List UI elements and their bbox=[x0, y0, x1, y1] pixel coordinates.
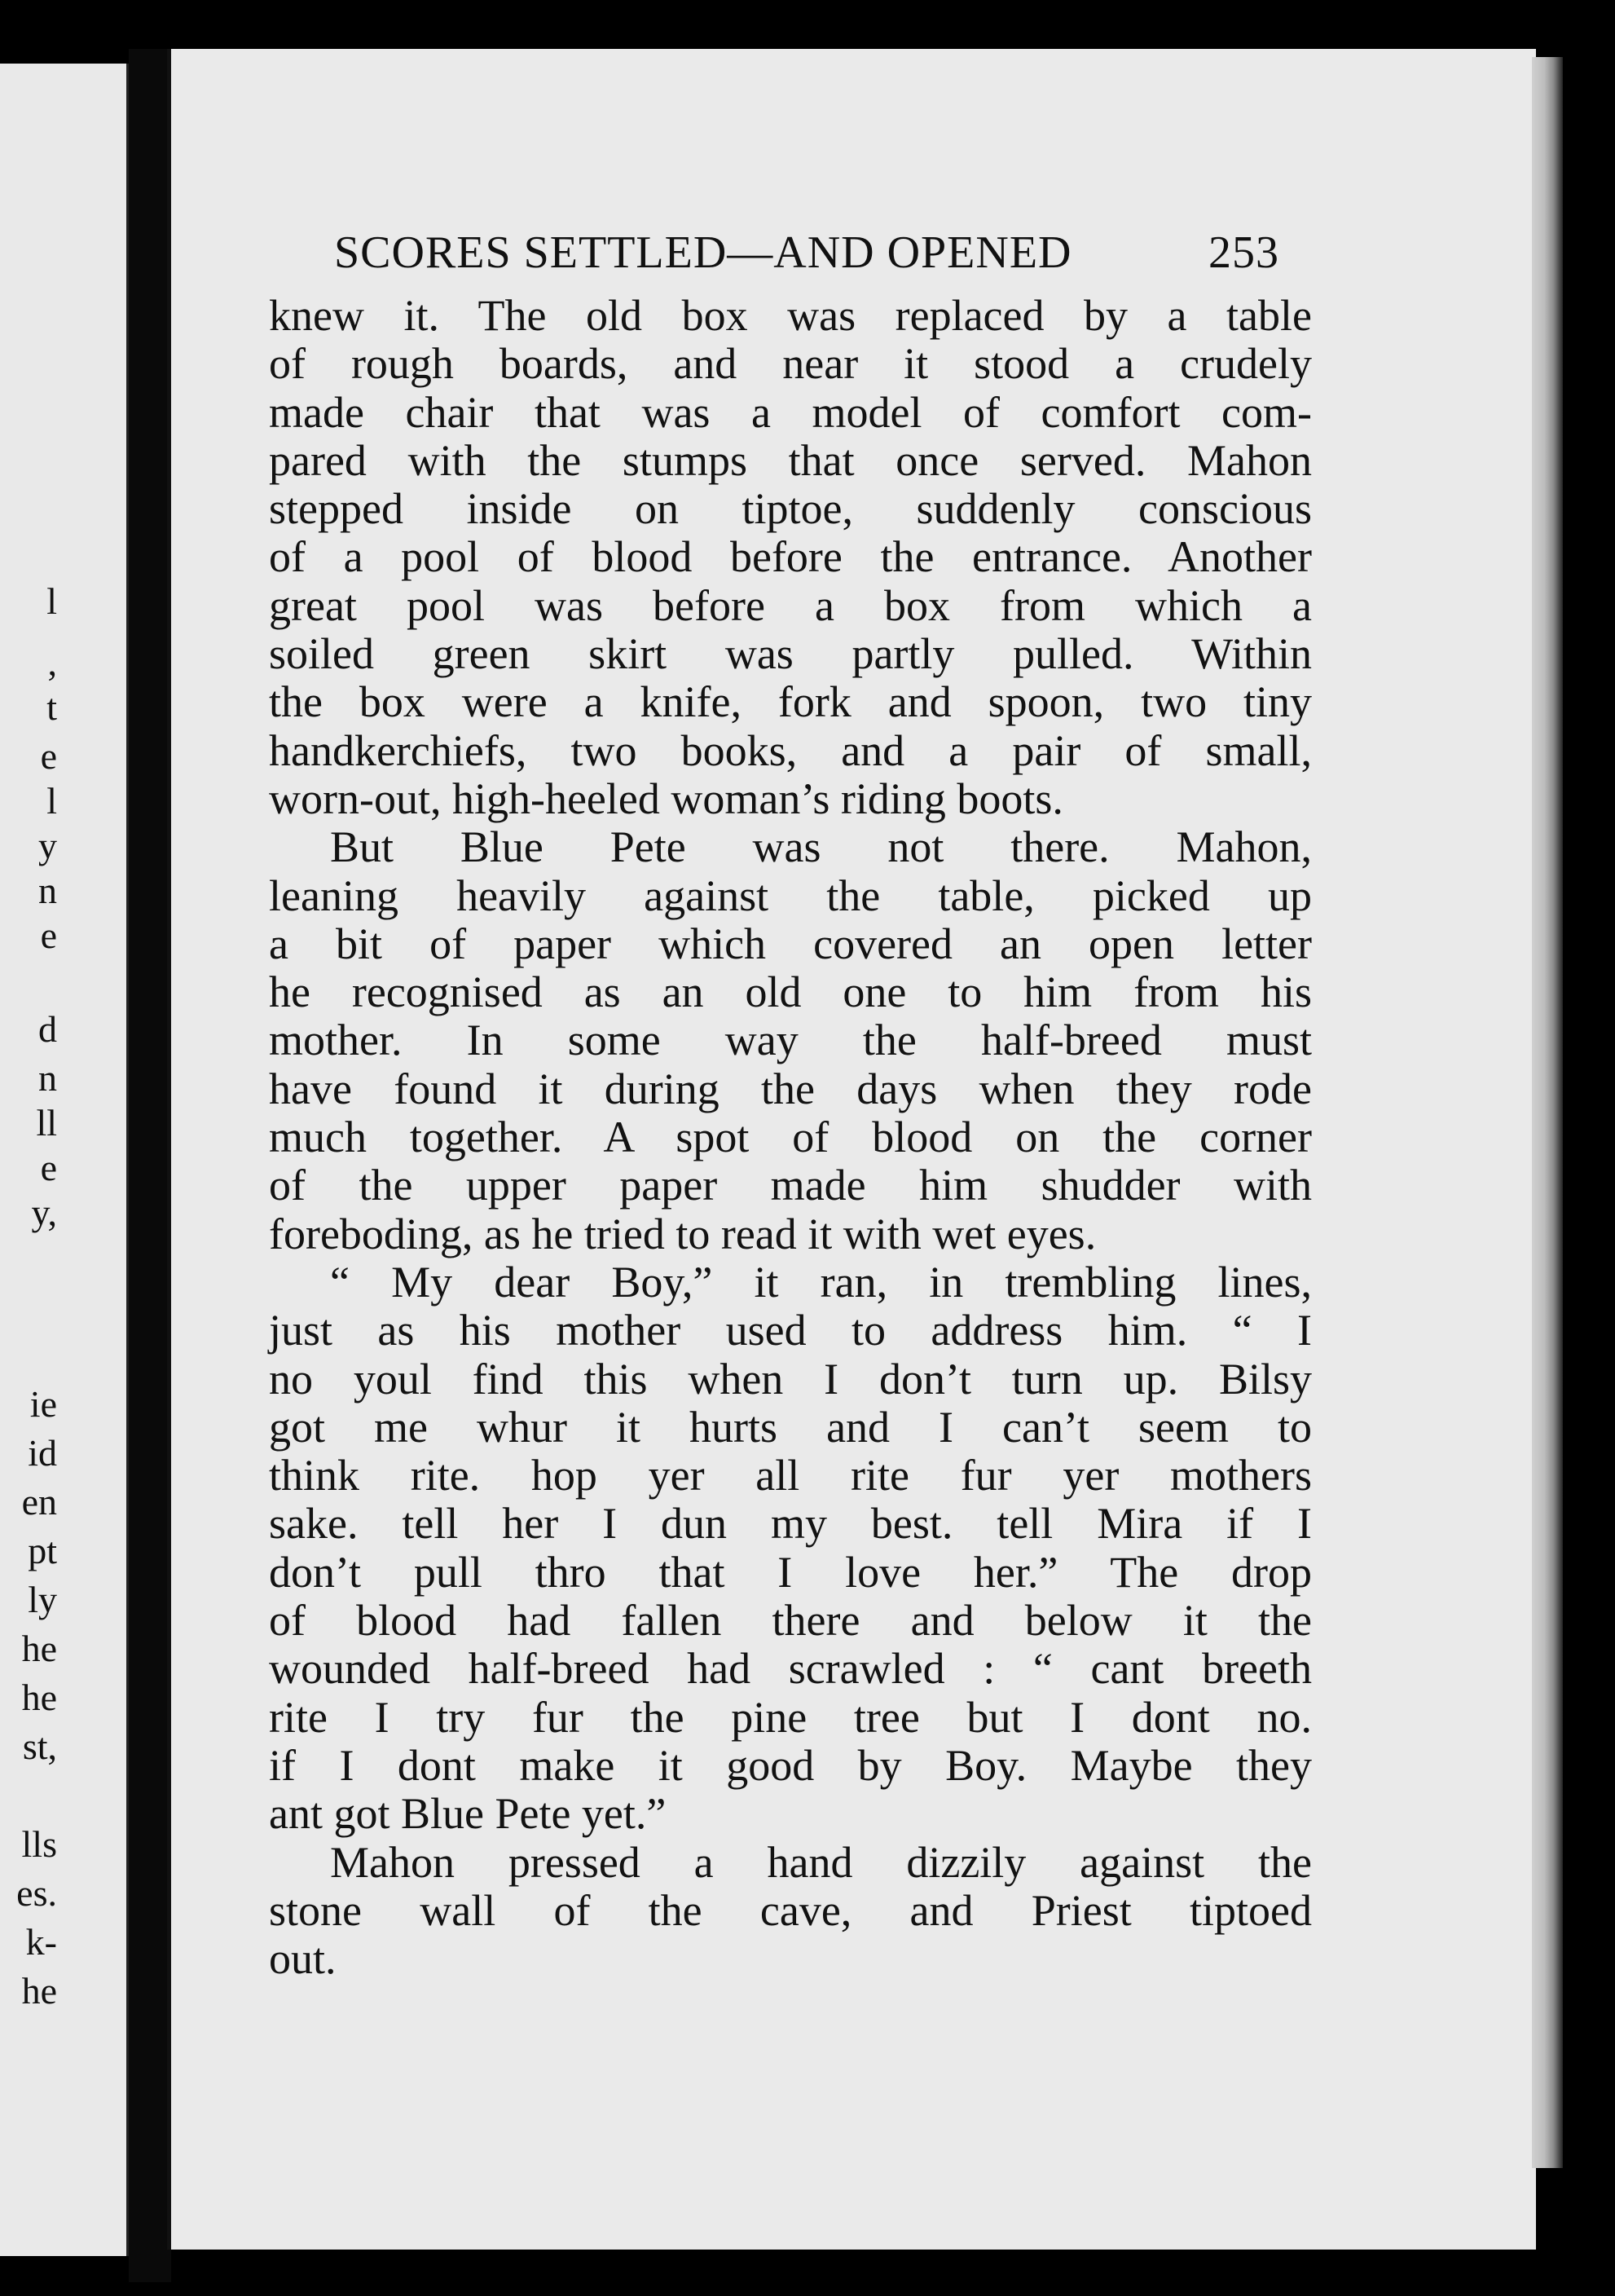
text-line: But Blue Pete was not there. Mahon, bbox=[330, 822, 1312, 872]
text-line: got me whur it hurts and I can’t seem to bbox=[269, 1402, 1312, 1452]
left-page-fragment: n bbox=[38, 870, 57, 911]
left-page-fragment: , bbox=[47, 641, 57, 683]
page-number: 253 bbox=[1208, 227, 1279, 278]
text-line: great pool was before a box from which a bbox=[269, 580, 1312, 630]
adjacent-left-page bbox=[0, 64, 129, 2256]
page-edge-shadow bbox=[1532, 57, 1563, 2168]
left-page-fragment: en bbox=[21, 1481, 57, 1523]
left-page-fragment: he bbox=[21, 1970, 57, 2012]
text-line: the box were a knife, fork and spoon, two tiny bbox=[269, 677, 1312, 727]
text-line: rite I try fur the pine tree but I dont no. bbox=[269, 1692, 1312, 1742]
left-page-fragment: id bbox=[28, 1432, 57, 1474]
text-line: knew it. The old box was replaced by a table bbox=[269, 291, 1312, 340]
left-page-fragment: l bbox=[46, 580, 57, 622]
left-page-fragment: t bbox=[46, 686, 57, 728]
left-page-fragment: e bbox=[40, 914, 57, 956]
text-line: leaning heavily against the table, picked up bbox=[269, 870, 1312, 920]
page-gutter bbox=[129, 49, 171, 2282]
left-page-fragment: st, bbox=[22, 1725, 57, 1767]
text-line: worn-out, high-heeled woman’s riding boots. bbox=[269, 773, 1063, 823]
text-line: Mahon pressed a hand dizzily against the bbox=[330, 1837, 1312, 1887]
text-line: of rough boards, and near it stood a crudely bbox=[269, 339, 1312, 389]
text-line: of the upper paper made him shudder with bbox=[269, 1161, 1312, 1210]
left-page-fragment: d bbox=[38, 1008, 57, 1050]
left-page-fragment: e bbox=[40, 735, 57, 777]
left-page-fragment: y bbox=[38, 825, 57, 866]
text-line: wounded half-breed had scrawled : “ cant breeth bbox=[269, 1644, 1312, 1694]
left-page-fragment: lls bbox=[21, 1823, 57, 1865]
text-line: just as his mother used to address him. “ I bbox=[269, 1306, 1312, 1355]
text-line: “ My dear Boy,” it ran, in trembling lines, bbox=[330, 1257, 1312, 1307]
text-line: he recognised as an old one to him from his bbox=[269, 967, 1312, 1017]
left-page-fragment: he bbox=[21, 1628, 57, 1669]
text-line: of a pool of blood before the entrance. Another bbox=[269, 532, 1312, 582]
left-page-fragment: ll bbox=[36, 1102, 57, 1144]
left-page-fragment: y, bbox=[31, 1192, 57, 1233]
text-line: soiled green skirt was partly pulled. Within bbox=[269, 629, 1312, 679]
left-page-fragment: es. bbox=[16, 1872, 57, 1914]
text-line: pared with the stumps that once served. Mahon bbox=[269, 435, 1312, 485]
left-page-fragment: k- bbox=[25, 1921, 57, 1963]
left-page-fragment: n bbox=[38, 1057, 57, 1099]
text-line: stone wall of the cave, and Priest tiptoed bbox=[269, 1885, 1312, 1935]
left-page-fragment: l bbox=[46, 780, 57, 822]
left-page-fragment: e bbox=[40, 1147, 57, 1188]
text-line: don’t pull thro that I love her.” The drop bbox=[269, 1547, 1312, 1597]
text-line: sake. tell her I dun my best. tell Mira if I bbox=[269, 1499, 1312, 1549]
body-text bbox=[269, 292, 1312, 1983]
text-line: have found it during the days when they rode bbox=[269, 1064, 1312, 1113]
text-line: made chair that was a model of comfort com- bbox=[269, 387, 1312, 437]
left-page-fragment: ly bbox=[28, 1579, 57, 1620]
running-head bbox=[334, 227, 1279, 279]
left-page-fragment: pt bbox=[28, 1530, 57, 1571]
text-line: think rite. hop yer all rite fur yer mothers bbox=[269, 1451, 1312, 1501]
text-line: much together. A spot of blood on the corner bbox=[269, 1113, 1312, 1162]
left-page-fragment: he bbox=[21, 1677, 57, 1718]
text-line: no youl find this when I don’t turn up. Bilsy bbox=[269, 1354, 1312, 1404]
text-line: handkerchiefs, two books, and a pair of small, bbox=[269, 725, 1312, 775]
text-line: of blood had fallen there and below it the bbox=[269, 1596, 1312, 1646]
running-head-title: SCORES SETTLED—AND OPENED bbox=[334, 227, 1072, 278]
text-line: stepped inside on tiptoe, suddenly conscious bbox=[269, 484, 1312, 534]
text-line: if I dont make it good by Boy. Maybe they bbox=[269, 1740, 1312, 1790]
text-line: a bit of paper which covered an open letter bbox=[269, 919, 1312, 968]
left-page-fragment: ie bbox=[29, 1383, 57, 1425]
text-line: foreboding, as he tried to read it with wet eyes. bbox=[269, 1209, 1097, 1258]
text-line: mother. In some way the half-breed must bbox=[269, 1016, 1312, 1065]
text-line: ant got Blue Pete yet.” bbox=[269, 1789, 667, 1839]
text-line: out. bbox=[269, 1934, 337, 1984]
